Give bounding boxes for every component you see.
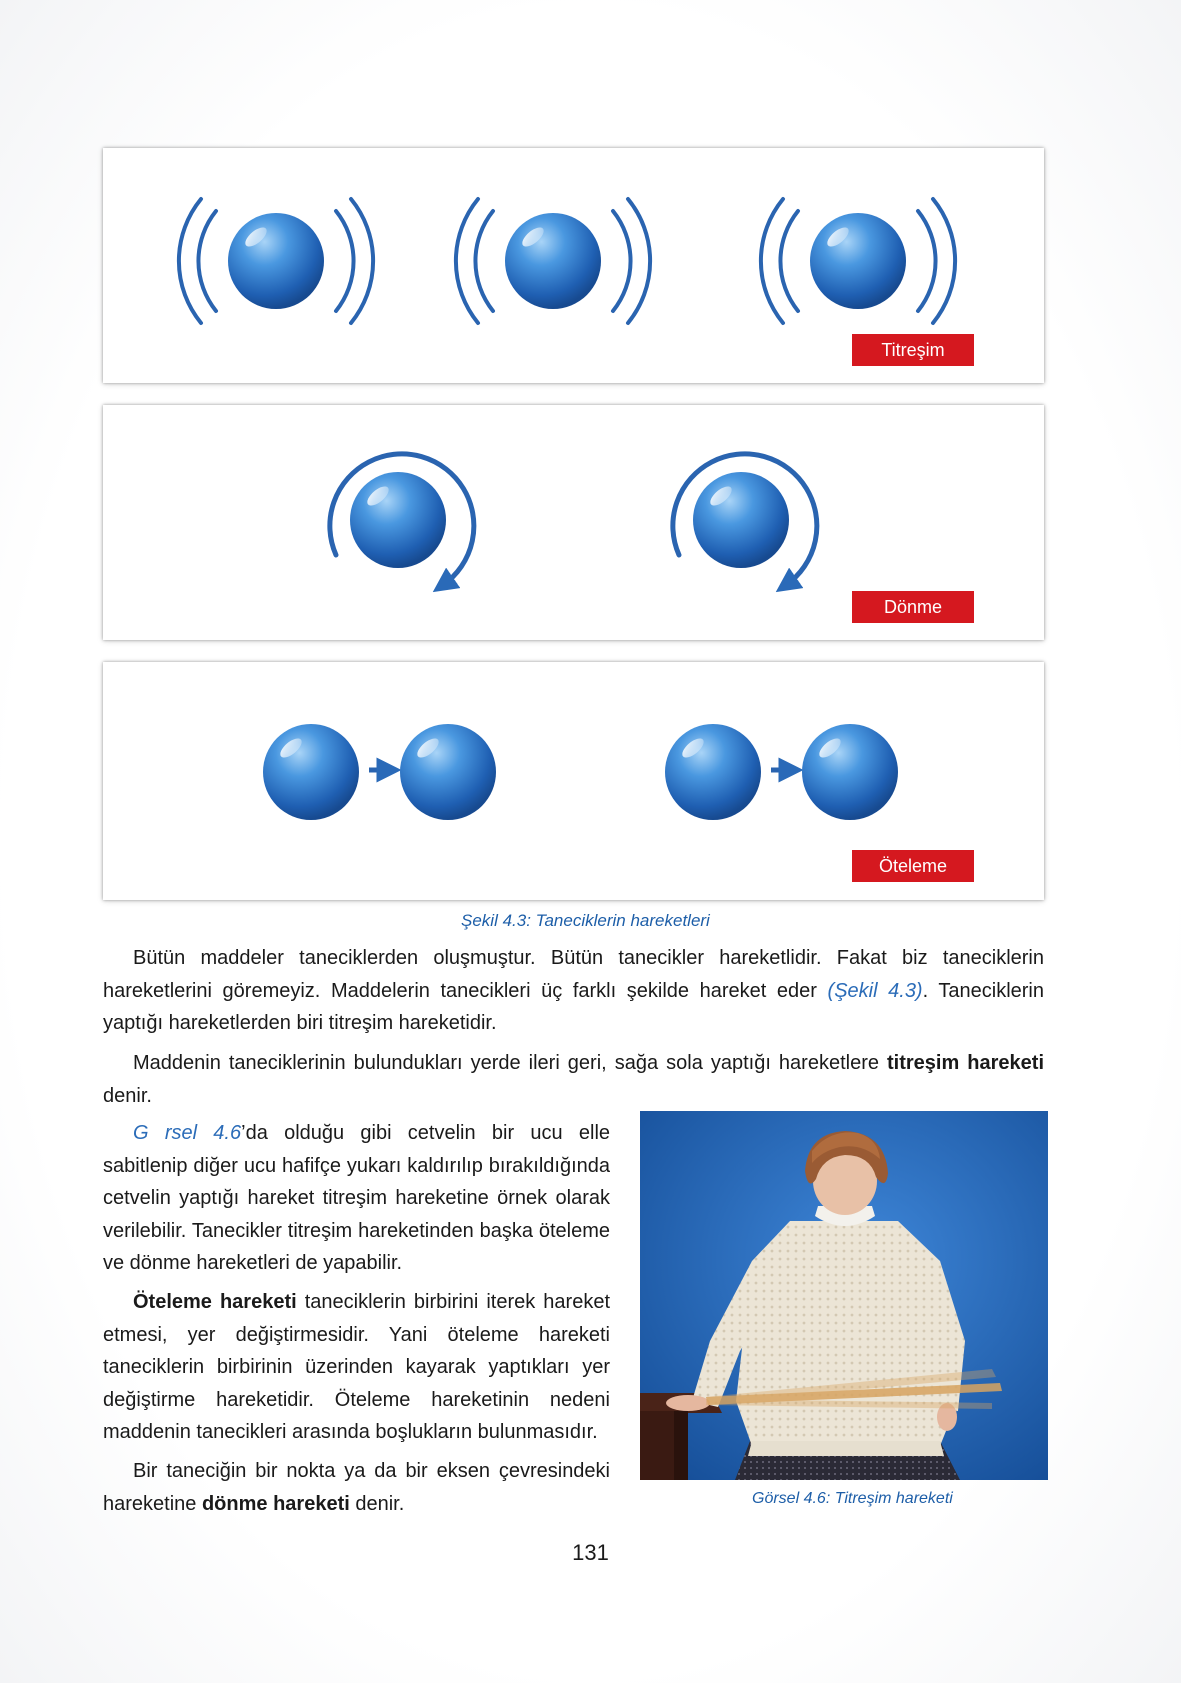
vibrating-particle bbox=[456, 199, 650, 323]
figure-caption: Şekil 4.3: Taneciklerin hareketleri bbox=[461, 911, 710, 930]
vibrating-particle bbox=[761, 199, 955, 323]
rotating-particle bbox=[330, 454, 474, 585]
girl-with-ruler-image bbox=[640, 1111, 1048, 1480]
vibration-label: Titreşim bbox=[852, 334, 974, 366]
paragraph-4-text: taneciklerin birbirini iterek hareket etmesi, yer değiştirmesidir. Yani öteleme hareketi taneciklerin birbirinin üzerinden kayarak yaptıkları yer değiştirme hareketidir. Öteleme hareketinin nedeni maddenin tanecikleri arasında boşlukların bulunmasıdır. bbox=[103, 1291, 611, 1443]
figure-reference: (Şekil 4.3) bbox=[827, 979, 923, 1002]
page-number: 131 bbox=[572, 1540, 609, 1565]
paragraph-3 bbox=[103, 1117, 610, 1280]
paragraph-5-text: Bir taneciğin bir nokta ya da bir eksen çevresindeki hareketine bbox=[103, 1460, 610, 1515]
paragraph-4 bbox=[103, 1286, 610, 1449]
rotation-label: Dönme bbox=[852, 591, 974, 623]
paragraph-1-text: Bütün maddeler taneciklerden oluşmuştur. Bütün tanecikler hareketlidir. Fakat biz taneciklerin hareketlerini göremeyiz. Maddelerin tanecikleri üç farklı şekilde hareket eder bbox=[103, 947, 1044, 1002]
image-reference: G rsel 4.6 bbox=[133, 1122, 242, 1144]
term-vibration: titreşim hareketi bbox=[887, 1052, 1044, 1074]
rotation-panel bbox=[103, 405, 1044, 640]
vibrating-particle bbox=[179, 199, 373, 323]
vibration-photo bbox=[640, 1111, 1048, 1480]
paragraph-1 bbox=[103, 942, 1044, 1040]
paragraph-5 bbox=[103, 1455, 610, 1520]
term-rotation: dönme hareketi bbox=[201, 1492, 350, 1515]
term-translation: Öteleme hareketi bbox=[133, 1291, 297, 1313]
translating-pair bbox=[263, 724, 496, 820]
paragraph-2 bbox=[103, 1047, 1044, 1112]
paragraph-2-text: Maddenin taneciklerinin bulundukları yerde ileri geri, sağa sola yaptığı hareketlere bbox=[133, 1052, 888, 1074]
paragraph-2-text-end: denir. bbox=[103, 1084, 152, 1107]
translation-panel bbox=[103, 662, 1044, 900]
vibration-panel bbox=[103, 148, 1044, 383]
translation-label: Öteleme bbox=[852, 850, 974, 882]
paragraph-1-text-end: . Taneciklerin yaptığı hareketlerden biri titreşim hareketidir. bbox=[103, 979, 1045, 1034]
paragraph-5-text-end: denir. bbox=[349, 1492, 405, 1515]
paragraph-3-text: ’da olduğu gibi cetvelin bir ucu elle sabitlenip diğer ucu hafifçe yukarı kaldırılıp bırakıldığında cetvelin yaptığı hareket titreşim hareketine örnek olarak verilebilir. Tanecikler titreşim hareketinden başka öteleme ve dönme hareketleri de yapabilir. bbox=[103, 1122, 611, 1274]
rotating-particle bbox=[673, 454, 817, 585]
translating-pair bbox=[665, 724, 898, 820]
photo-caption: Görsel 4.6: Titreşim hareketi bbox=[752, 1490, 953, 1507]
